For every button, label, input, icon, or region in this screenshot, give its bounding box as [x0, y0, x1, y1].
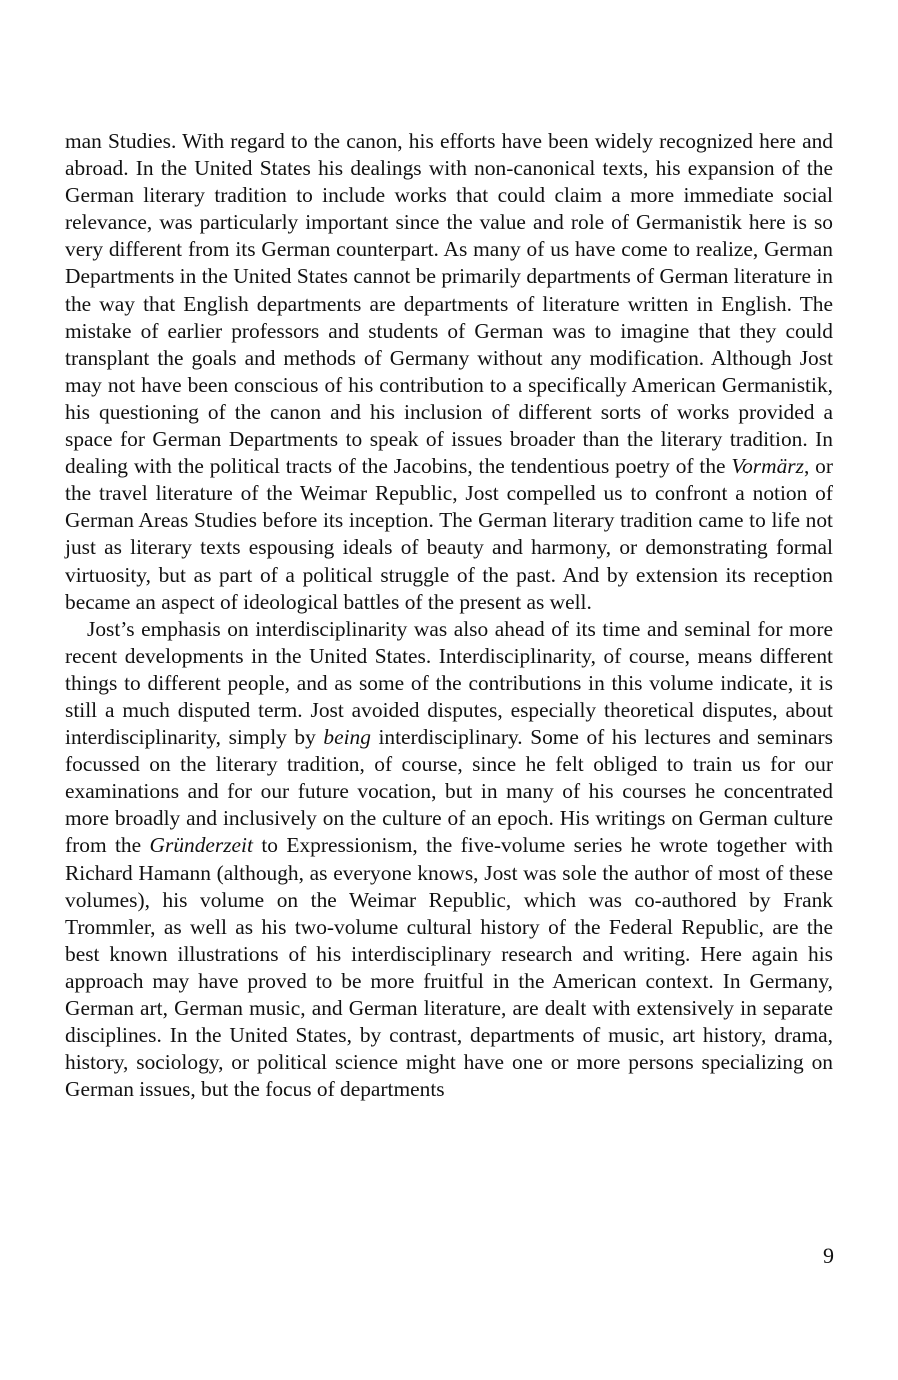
- text-run: , or the travel literature of the Weimar Republic, Jost compelled us to confront a notion of German Areas Studies before its inception. The German literary tradition came to life not just as literary texts espousing ideals of beauty and harmony, or demonstrating formal virtuosity, but as part of a political struggle of the past. And by extension its reception became an aspect of ideological battles of the present as well.: [65, 454, 833, 614]
- text-run: interdisciplinary. Some of his lectures and seminars focussed on the literary tradition, of course, since he felt obliged to train us for our examinations and for our future vocation, but in many of his courses he concentrated more broadly and inclusively on the culture of an epoch. His writings on German culture from the: [65, 725, 833, 858]
- paragraph: [65, 616, 833, 1104]
- text-run: man Studies. With regard to the canon, his efforts have been widely recognized here and abroad. In the United States his dealings with non-canonical texts, his expansion of the German literary tradition to include works that could claim a more immediate social relevance, was particularly important since the value and role of Germanistik here is so very different from its German counterpart. As many of us have come to realize, German Departments in the United States cannot be primarily departments of German literature in the way that English departments are departments of literature written in English. The mistake of earlier professors and students of German was to imagine that they could transplant the goals and methods of Germany without any modification. Although Jost may not have been conscious of his contribution to a specifically American Germanistik, his questioning of the canon and his inclusion of different sorts of works provided a space for German Departments to speak of issues broader than the literary tradition. In dealing with the political tracts of the Jacobins, the tendentious poetry of the: [65, 129, 833, 479]
- italic-term-vormarz: Vormärz: [731, 454, 804, 479]
- page-number: 9: [823, 1243, 834, 1268]
- italic-term-grunderzeit: Gründerzeit: [149, 833, 253, 858]
- italic-term-being: being: [323, 725, 371, 750]
- paragraph: [65, 128, 833, 616]
- text-run: to Expressionism, the five-volume series he wrote together with Richard Hamann (although, as everyone knows, Jost was sole the author of most of these volumes), his volume on the Weimar Republic, which was co-authored by Frank Trommler, as well as his two-volume cultural history of the Federal Republic, are the best known illustrations of his interdisciplinary research and writing. Here again his approach may have proved to be more fruitful in the American context. In Germany, German art, German music, and German literature, are dealt with extensively in separate disciplines. In the United States, by contrast, departments of music, art history, drama, history, sociology, or political science might have one or more persons specializing on German issues, but the focus of departments: [65, 833, 833, 1102]
- page-body: [65, 128, 833, 1103]
- text-run: Jost’s emphasis on interdisciplinarity was also ahead of its time and seminal for more recent developments in the United States. Interdisciplinarity, of course, means different things to different people, and as some of the contributions in this volume indicate, it is still a much disputed term. Jost avoided disputes, especially theoretical disputes, about interdisciplinarity, simply by: [65, 616, 833, 750]
